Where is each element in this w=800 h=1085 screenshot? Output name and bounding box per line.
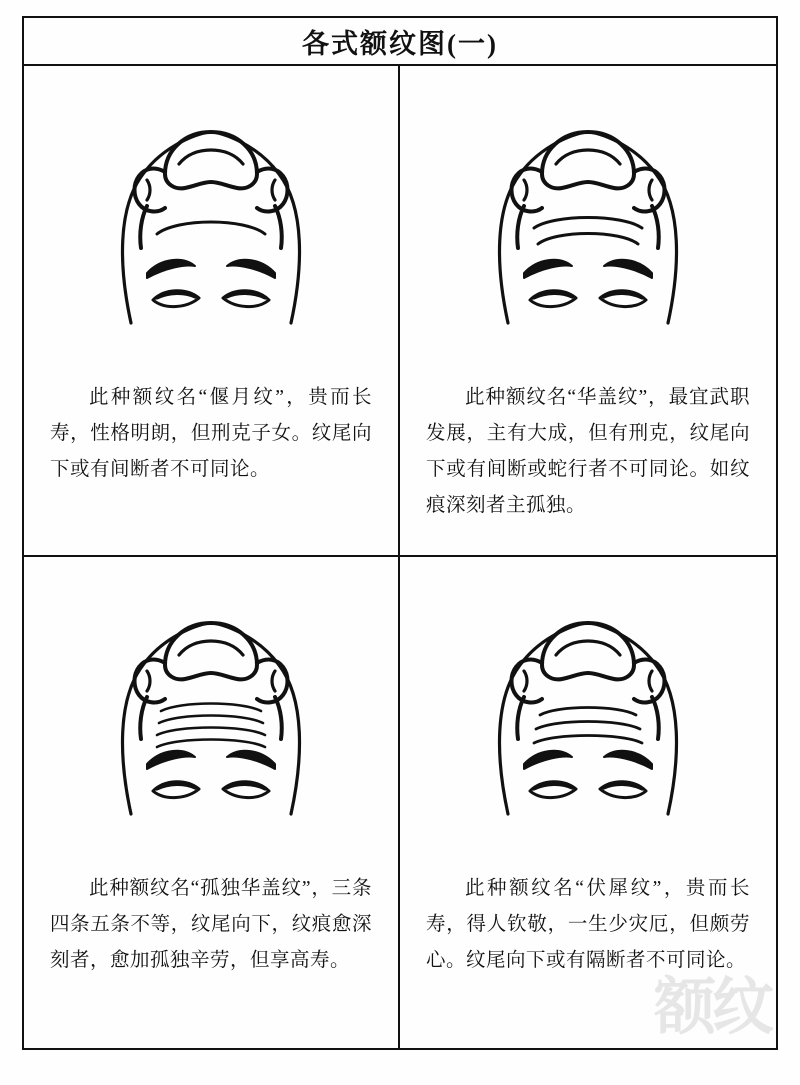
forehead-lines-yanyue-illustration	[24, 72, 398, 372]
watermark-text: 额纹	[653, 974, 770, 1042]
figure-cell-1	[24, 66, 400, 557]
figure-grid	[22, 64, 778, 1050]
face-drawing	[438, 579, 738, 829]
figure-caption: 此种额纹名“伏犀纹”，贵而长寿，得人钦敬，一生少灾厄，但颇劳心。纹尾向下或有隔断者不可同论。	[426, 878, 750, 972]
figure-caption: 此种额纹名“偃月纹”，贵而长寿，性格明朗，但刑克子女。纹尾向下或有间断者不可同论。	[50, 387, 372, 481]
face-drawing	[61, 88, 361, 338]
figure-cell-2	[400, 66, 776, 557]
page-title-bar	[22, 16, 778, 64]
forehead-lines-fuxi-illustration	[400, 563, 776, 863]
page-title: 各式额纹图(一)	[302, 28, 498, 59]
figure-cell-4	[400, 557, 776, 1048]
forehead-lines-huagai-illustration	[400, 72, 776, 372]
face-drawing	[438, 88, 738, 338]
forehead-lines-guduhuagai-illustration	[24, 563, 398, 863]
figure-caption: 此种额纹名“华盖纹”，最宜武职发展，主有大成，但有刑克，纹尾向下或有间断或蛇行者不可同论。如纹痕深刻者主孤独。	[426, 387, 750, 517]
figure-caption: 此种额纹名“孤独华盖纹”，三条四条五条不等，纹尾向下，纹痕愈深刻者，愈加孤独辛劳，但享高寿。	[50, 878, 372, 972]
figure-cell-3	[24, 557, 400, 1048]
face-drawing	[61, 579, 361, 829]
